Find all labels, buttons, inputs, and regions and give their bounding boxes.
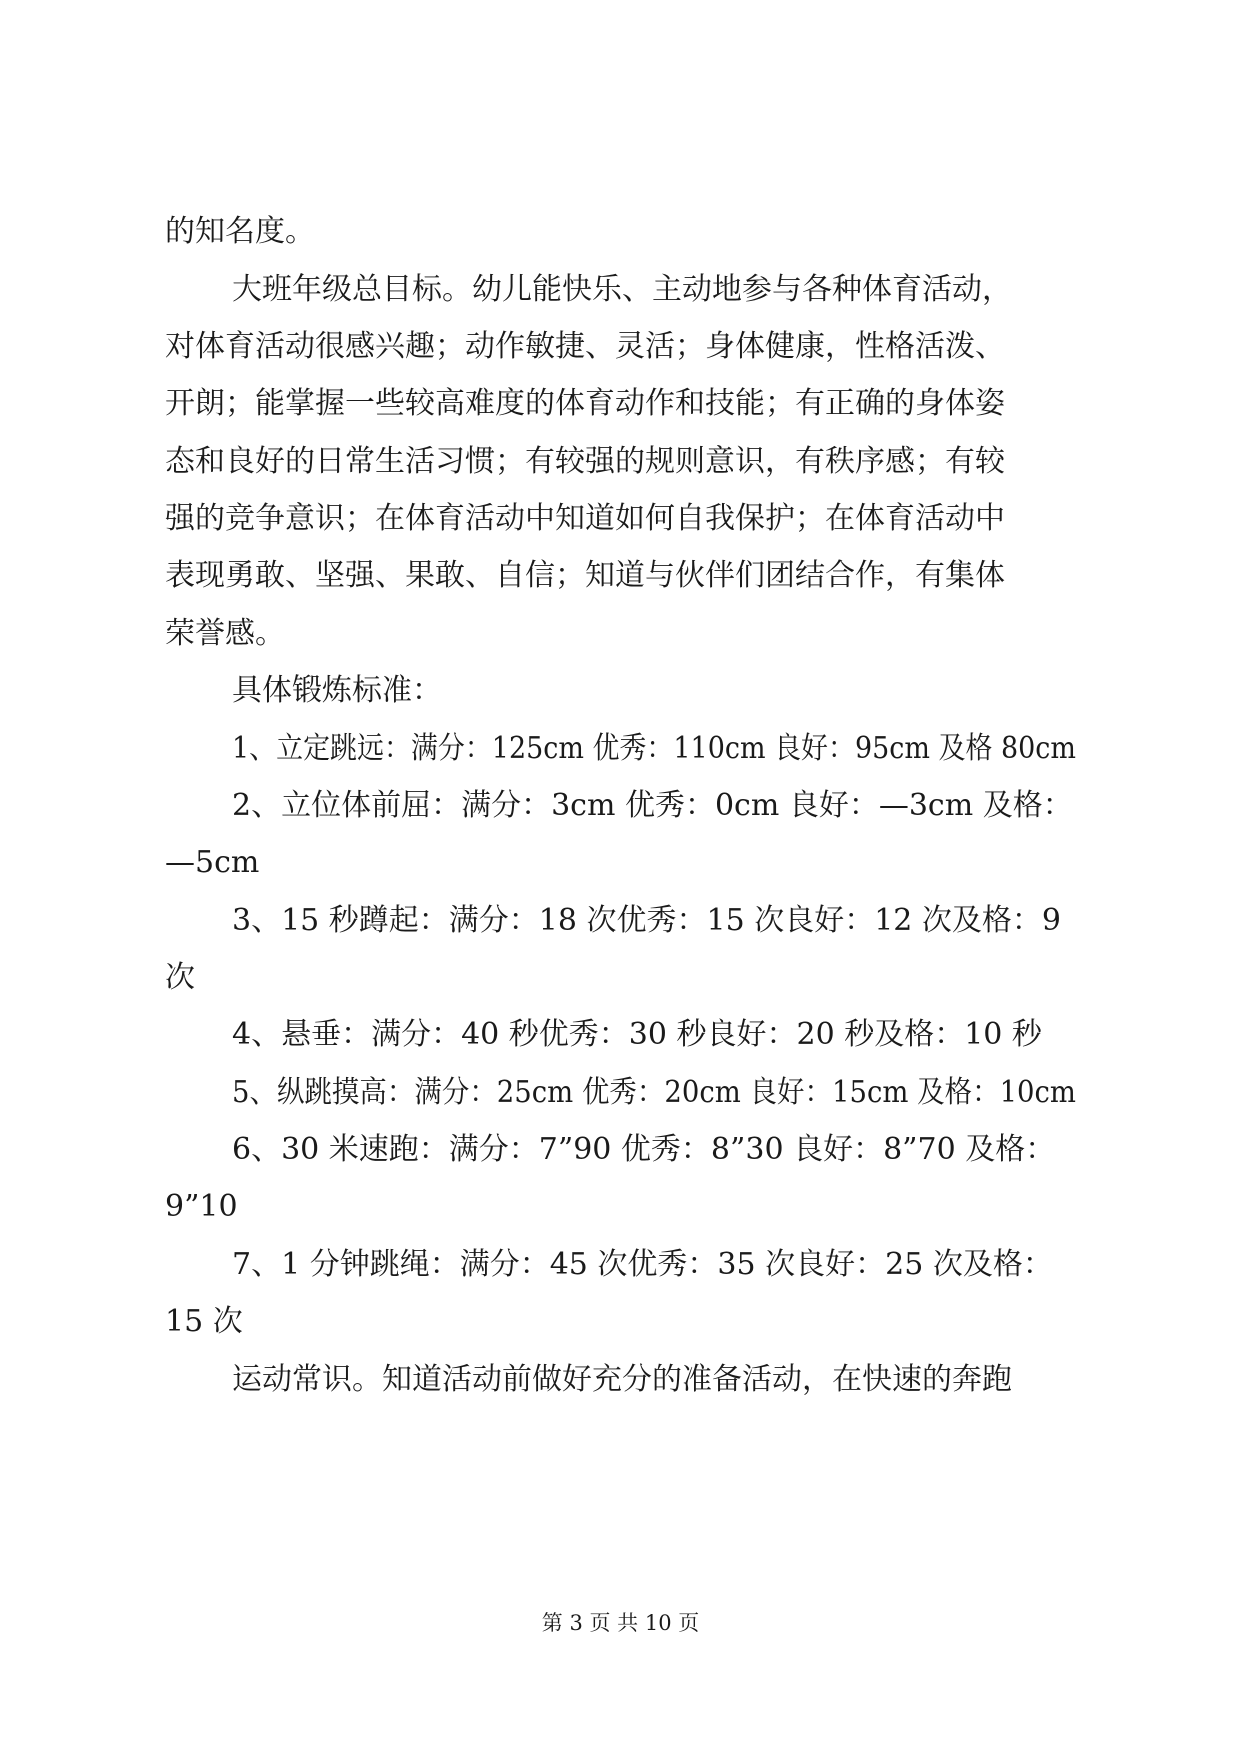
text-line: 的知名度。 bbox=[165, 214, 315, 249]
standard-item: 4、悬垂：满分：40 秒优秀：30 秒良好：20 秒及格：10 秒 bbox=[232, 1017, 1042, 1052]
paragraph-first-line: 大班年级总目标。幼儿能快乐、主动地参与各种体育活动， bbox=[232, 272, 1012, 307]
standard-item: 1、立定跳远：满分：125cm 优秀：110cm 良好：95cm 及格 80cm bbox=[232, 731, 1076, 766]
standard-item: 3、15 秒蹲起：满分：18 次优秀：15 次良好：12 次及格：9 bbox=[232, 903, 1062, 938]
text-line: 强的竞争意识；在体育活动中知道如何自我保护；在体育活动中 bbox=[165, 501, 1005, 536]
standard-item: 5、纵跳摸高：满分：25cm 优秀：20cm 良好：15cm 及格：10cm bbox=[232, 1075, 1076, 1110]
standard-item: 6、30 米速跑：满分：7”90 优秀：8”30 良好：8”70 及格： bbox=[232, 1132, 1056, 1167]
text-line: 开朗；能掌握一些较高难度的体育动作和技能；有正确的身体姿 bbox=[165, 386, 1005, 421]
text-line: 态和良好的日常生活习惯；有较强的规则意识，有秩序感；有较 bbox=[165, 444, 1005, 479]
text-line: 15 次 bbox=[165, 1304, 243, 1339]
standard-item: 7、1 分钟跳绳：满分：45 次优秀：35 次良好：25 次及格： bbox=[232, 1247, 1053, 1282]
text-line: 荣誉感。 bbox=[165, 616, 285, 651]
text-line: 对体育活动很感兴趣；动作敏捷、灵活；身体健康，性格活泼、 bbox=[165, 329, 1005, 364]
paragraph-first-line: 运动常识。知道活动前做好充分的准备活动，在快速的奔跑 bbox=[232, 1362, 1012, 1397]
page-footer: 第 3 页 共 10 页 bbox=[541, 1611, 700, 1635]
text-line: 表现勇敢、坚强、果敢、自信；知道与伙伴们团结合作，有集体 bbox=[165, 558, 1005, 593]
text-line: 9”10 bbox=[165, 1189, 238, 1224]
text-line: 次 bbox=[165, 960, 195, 995]
standard-item: 2、立位体前屈：满分：3cm 优秀：0cm 良好：—3cm 及格： bbox=[232, 788, 1073, 823]
paragraph-first-line: 具体锻炼标准： bbox=[232, 673, 442, 708]
text-line: —5cm bbox=[165, 845, 260, 880]
